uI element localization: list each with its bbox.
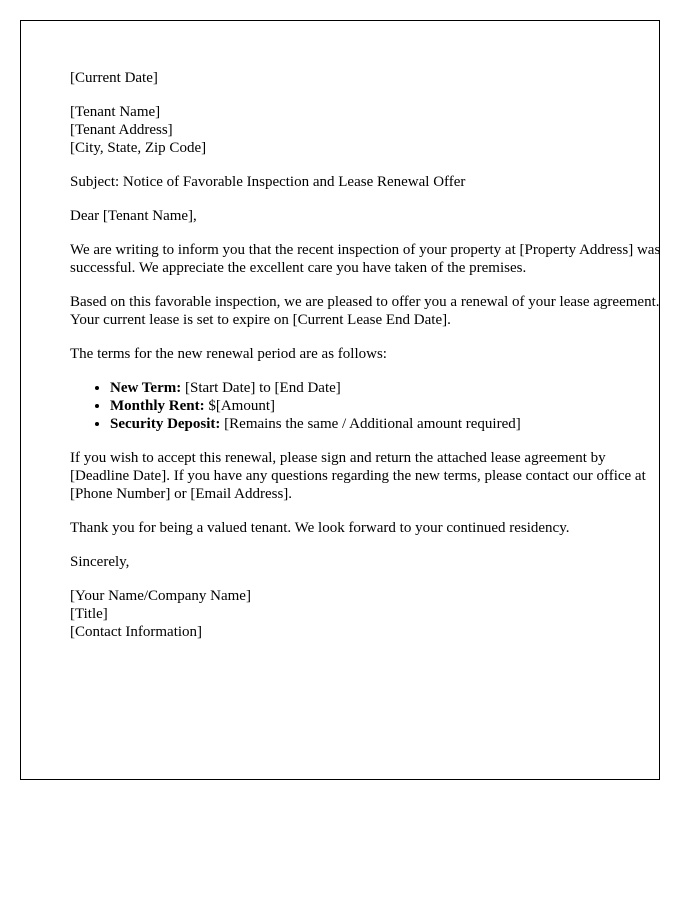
letter-salutation: Dear [Tenant Name], [70,208,197,224]
letter-body [70,69,666,657]
letter-closing: Sincerely, [70,554,130,570]
signature-block [70,587,666,641]
letter-paragraph-thanks: Thank you for being a valued tenant. We look forward to your continued residency. [70,520,570,536]
term-value-security-deposit: [Remains the same / Additional amount required] [220,416,521,432]
recipient-block [70,103,666,157]
signature-title: [Title] [70,606,108,622]
term-label-monthly-rent: Monthly Rent: [110,398,205,414]
letter-frame [20,20,660,780]
terms-intro: The terms for the new renewal period are as follows: [70,346,387,362]
letter-paragraph-renewal-offer: Based on this favorable inspection, we are pleased to offer you a renewal of your lease agreement. Your current lease is set to expire on [Current Lease End Date]. [70,294,660,328]
letter-paragraph-acceptance: If you wish to accept this renewal, please sign and return the attached lease agreement by [Deadline Date]. If you have any questions regarding the new terms, please contact our office at [Phone Number] or [Email Address]. [70,450,646,502]
letter-paragraph-inspection: We are writing to inform you that the recent inspection of your property at [Property Address] was successful. We appreciate the excellent care you have taken of the premises. [70,242,661,276]
terms-list [70,379,666,433]
signature-name: [Your Name/Company Name] [70,588,251,604]
list-item [110,415,666,433]
list-item [110,397,666,415]
list-item [110,379,666,397]
recipient-name: [Tenant Name] [70,104,161,120]
letter-subject: Subject: Notice of Favorable Inspection and Lease Renewal Offer [70,174,466,190]
signature-contact: [Contact Information] [70,624,203,640]
term-label-security-deposit: Security Deposit: [110,416,221,432]
term-label-new-term: New Term: [110,380,182,396]
term-value-new-term: [Start Date] to [End Date] [181,380,341,396]
term-value-monthly-rent: $[Amount] [204,398,275,414]
recipient-city-state-zip: [City, State, Zip Code] [70,140,207,156]
letter-date: [Current Date] [70,70,158,86]
recipient-address: [Tenant Address] [70,122,173,138]
